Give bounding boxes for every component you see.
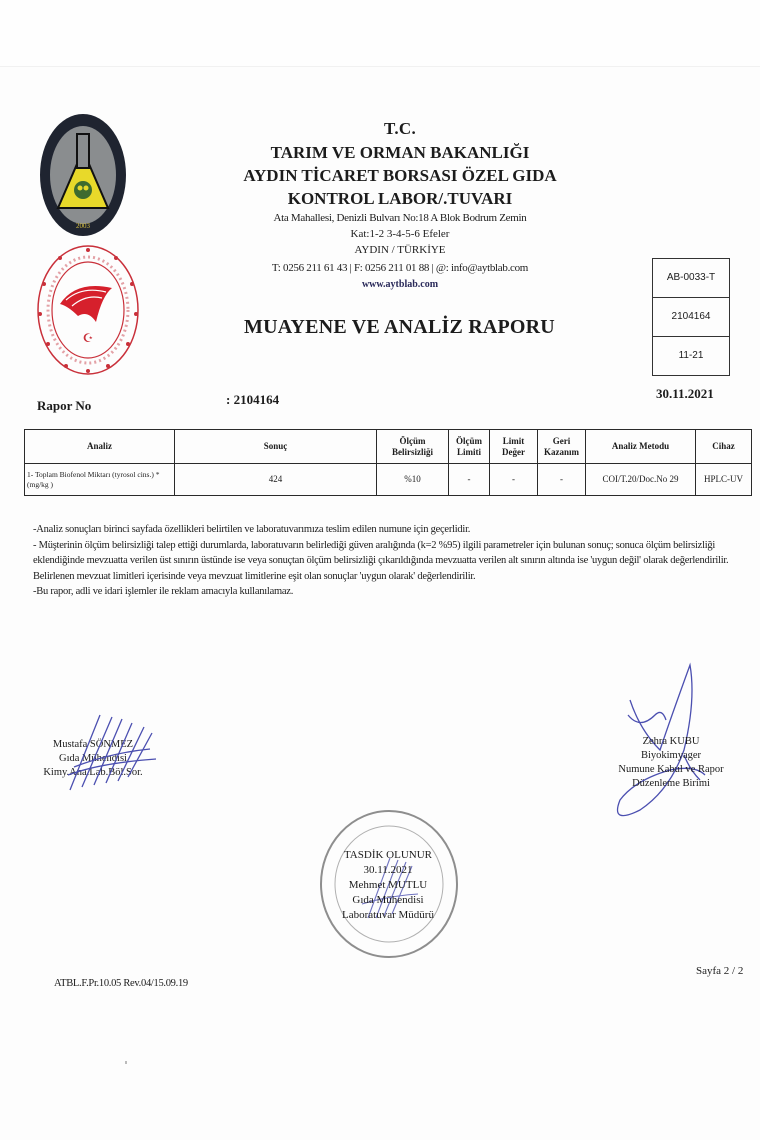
report-notes	[33, 522, 755, 600]
table-row	[25, 464, 752, 496]
column-header: Limit Değer	[490, 430, 538, 464]
page-number: Sayfa 2 / 2	[696, 965, 744, 977]
signature-block-left	[28, 738, 158, 780]
cell-recovery: -	[538, 464, 586, 496]
note-item: -Analiz sonuçları birinci sayfada özellikleri belirtilen ve laboratuvarımıza teslim edilen numune için geçerlidir.	[33, 524, 471, 535]
signer-title: Gıda Mühendisi	[59, 753, 127, 764]
svg-text:☪: ☪	[82, 331, 94, 345]
column-header: Cihaz	[696, 430, 752, 464]
code-box-period: 11-21	[678, 350, 704, 361]
report-code-box	[652, 258, 730, 376]
signer-name: Mustafa SÖNMEZ	[52, 739, 134, 750]
column-header: Sonuç	[175, 430, 377, 464]
code-box-form-code: AB-0033-T	[653, 259, 729, 298]
stamp-signer-role: Laboratuvar Müdürü	[342, 909, 434, 921]
code-box-report-number: 2104164	[653, 298, 729, 337]
column-header: Analiz Metodu	[586, 430, 696, 464]
signer-role: Kimy.Ana.Lab.Böl.Sor.	[43, 767, 143, 778]
signer-title: Biyokimyager	[640, 750, 702, 761]
ministry-seal	[36, 244, 140, 376]
stamp-approved: TASDİK OLUNUR	[343, 849, 433, 861]
report-number-value: : 2104164	[226, 392, 280, 407]
report-date: 30.11.2021	[656, 386, 714, 401]
cell-method: COI/T.20/Doc.No 29	[586, 464, 696, 496]
signer-unit: Düzenleme Birimi	[632, 778, 710, 789]
lab-logo-seal	[38, 112, 128, 238]
scan-speck	[125, 1061, 127, 1064]
results-table	[24, 429, 752, 496]
header-website: www.aytblab.com	[361, 279, 439, 290]
column-header: Ölçüm Belirsizliği	[377, 430, 449, 464]
header-ministry: TARIM VE ORMAN BAKANLIĞI	[270, 143, 530, 162]
signer-name: Zehra KUBU	[642, 736, 700, 747]
header-org-line1: AYDIN TİCARET BORSASI ÖZEL GIDA	[243, 166, 557, 185]
report-number-label: Rapor No	[37, 398, 92, 413]
header-contact: T: 0256 211 61 43 | F: 0256 211 01 88 | @: info@aytblab.com	[271, 262, 529, 274]
cell-analysis: 1- Toplam Biofenol Miktarı (tyrosol cins.) * (mg/kg )	[25, 464, 175, 496]
header-floors: Kat:1-2 3-4-5-6 Efeler	[350, 228, 450, 240]
column-header: Geri Kazanım	[538, 430, 586, 464]
cell-limit-value: -	[490, 464, 538, 496]
header-city: AYDIN / TÜRKİYE	[354, 244, 446, 256]
column-header: Ölçüm Limiti	[449, 430, 490, 464]
cell-measurement-limit: -	[449, 464, 490, 496]
form-code: ATBL.F.Pr.10.05 Rev.04/15.09.19	[54, 978, 188, 989]
scan-top-margin	[0, 0, 760, 67]
signer-role: Numune Kabul ve Rapor	[618, 764, 724, 775]
header-tc: T.C.	[383, 119, 417, 138]
header-address: Ata Mahallesi, Denizli Bulvarı No:18 A Blok Bodrum Zemin	[273, 212, 527, 224]
stamp-signer-name: Mehmet MUTLU	[348, 879, 428, 891]
signature-block-right	[596, 735, 746, 791]
cell-uncertainty: %10	[377, 464, 449, 496]
table-header-row	[25, 430, 752, 464]
note-item: - Müşterinin ölçüm belirsizliği talep ettiği durumlarda, laboratuvarın belirlediği güven aralığında (k=2 %95) ilgili parametreler için bulunan sonuç; sonuca ölçüm belirsizliği eklendiğinde mevzuatta verilen üst sınırın üstünde ise veya sonuçtan ölçüm belirsizliği çıkarıldığında mevzuatta verilen alt sınırın altında ise 'uygun değil' olarak değerlendirilir. Belirlenen mevzuat limitleri içerisinde veya mevzuat limitlerine eşit olan sonuçlar 'uygun olarak' değerlendirilir.	[33, 539, 729, 582]
column-header: Analiz	[25, 430, 175, 464]
note-item: -Bu rapor, adli ve idari işlemler ile reklam amacıyla kullanılamaz.	[33, 586, 294, 597]
stamp-text	[318, 848, 458, 923]
stamp-signer-title: Gıda Mühendisi	[352, 894, 424, 906]
cell-device: HPLC-UV	[696, 464, 752, 496]
svg-text:2003: 2003	[76, 222, 90, 230]
cell-result: 424	[175, 464, 377, 496]
header-org-line2: KONTROL LABOR/.TUVARI	[287, 189, 513, 208]
report-title: MUAYENE VE ANALİZ RAPORU	[244, 316, 555, 338]
stamp-date: 30.11.2021	[363, 864, 413, 876]
